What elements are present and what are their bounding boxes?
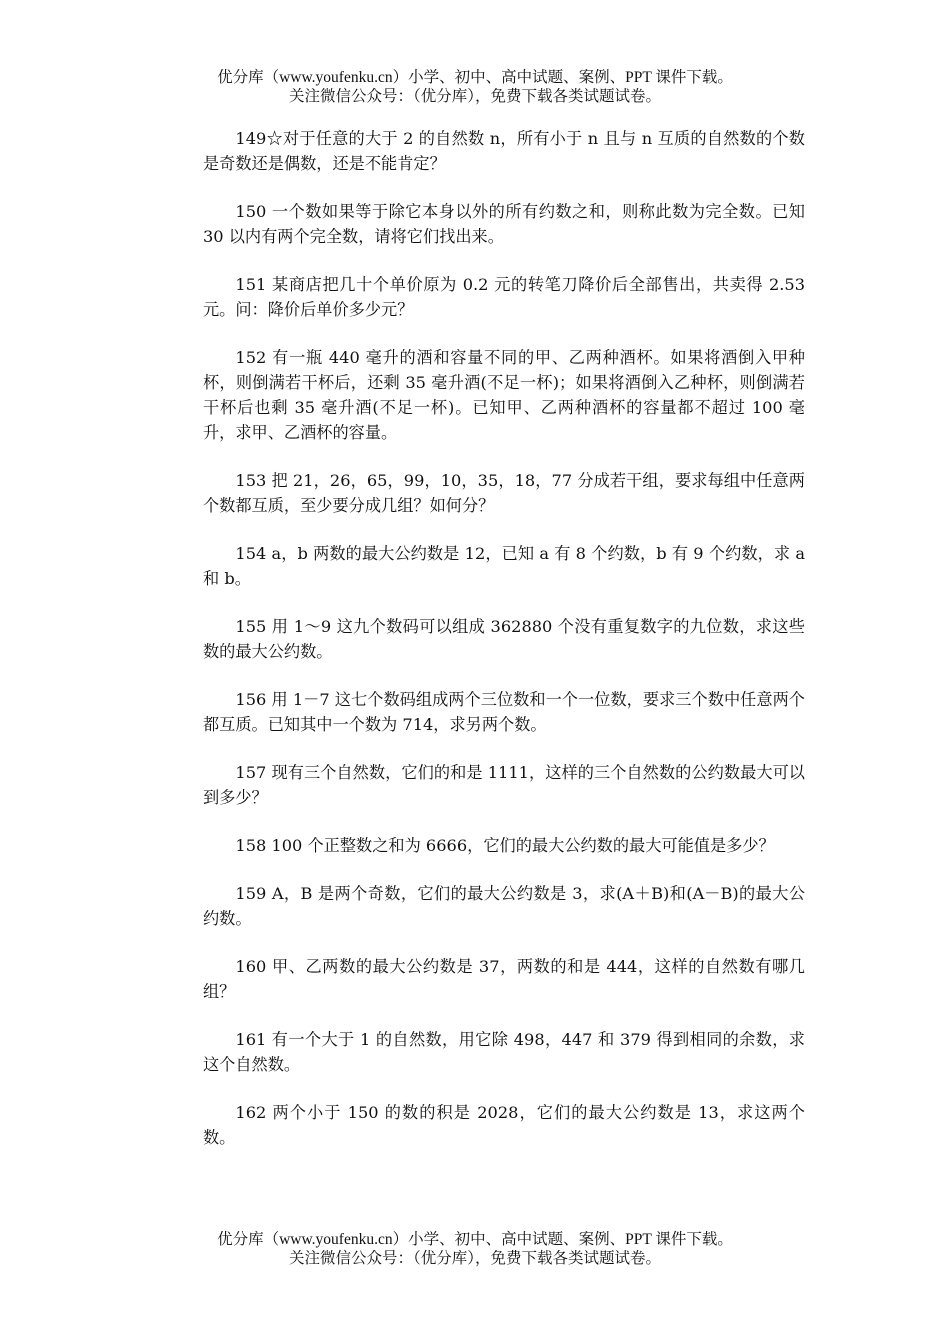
problem-152: 152 有一瓶 440 毫升的酒和容量不同的甲、乙两种酒杯。如果将酒倒入甲种杯，则倒满若干杯后，还剩 35 毫升酒(不足一杯)；如果将酒倒入乙种杯，则倒满若干杯后也剩 35 毫升酒(不足一杯)。已知甲、乙两种酒杯的容量都不超过 100 毫升，求甲、乙酒杯的容量。 <box>203 348 805 442</box>
problem-156: 156 用 1－7 这七个数码组成两个三位数和一个一位数，要求三个数中任意两个都互质。已知其中一个数为 714，求另两个数。 <box>203 690 805 734</box>
problem-151: 151 某商店把几十个单价原为 0.2 元的转笔刀降价后全部售出，共卖得 2.53 元。问：降价后单价多少元？ <box>203 275 805 319</box>
page-footer <box>0 1230 950 1268</box>
problem-154: 154 a，b 两数的最大公约数是 12，已知 a 有 8 个约数，b 有 9 个约数，求 a 和 b。 <box>203 544 805 588</box>
footer-line-2: 关注微信公众号：（优分库），免费下载各类试题试卷。 <box>288 1250 661 1267</box>
header-line-2: 关注微信公众号：（优分库），免费下载各类试题试卷。 <box>288 88 661 105</box>
problem-159: 159 A，B 是两个奇数，它们的最大公约数是 3，求(A＋B)和(A－B)的最大公约数。 <box>203 884 805 928</box>
problem-153: 153 把 21，26，65，99，10，35，18，77 分成若干组，要求每组中任意两个数都互质，至少要分成几组？如何分？ <box>203 471 805 515</box>
footer-line-1: 优分库（www.youfenku.cn）小学、初中、高中试题、案例、PPT 课件下载。 <box>217 1231 733 1248</box>
problem-161: 161 有一个大于 1 的自然数，用它除 498，447 和 379 得到相同的余数，求这个自然数。 <box>203 1030 805 1074</box>
problem-162: 162 两个小于 150 的数的积是 2028，它们的最大公约数是 13，求这两个数。 <box>203 1103 805 1147</box>
problem-list <box>203 126 805 1173</box>
header-line-1: 优分库（www.youfenku.cn）小学、初中、高中试题、案例、PPT 课件下载。 <box>217 69 733 86</box>
problem-157: 157 现有三个自然数，它们的和是 1111，这样的三个自然数的公约数最大可以到多少？ <box>203 763 805 807</box>
page-header <box>0 68 950 106</box>
problem-158: 158 100 个正整数之和为 6666，它们的最大公约数的最大可能值是多少？ <box>235 836 775 855</box>
problem-160: 160 甲、乙两数的最大公约数是 37，两数的和是 444，这样的自然数有哪几组？ <box>203 957 805 1001</box>
problem-150: 150 一个数如果等于除它本身以外的所有约数之和，则称此数为完全数。已知 30 以内有两个完全数，请将它们找出来。 <box>203 202 805 246</box>
problem-155: 155 用 1～9 这九个数码可以组成 362880 个没有重复数字的九位数，求这些数的最大公约数。 <box>203 617 805 661</box>
problem-149: 149☆对于任意的大于 2 的自然数 n，所有小于 n 且与 n 互质的自然数的个数是奇数还是偶数，还是不能肯定？ <box>203 129 805 173</box>
